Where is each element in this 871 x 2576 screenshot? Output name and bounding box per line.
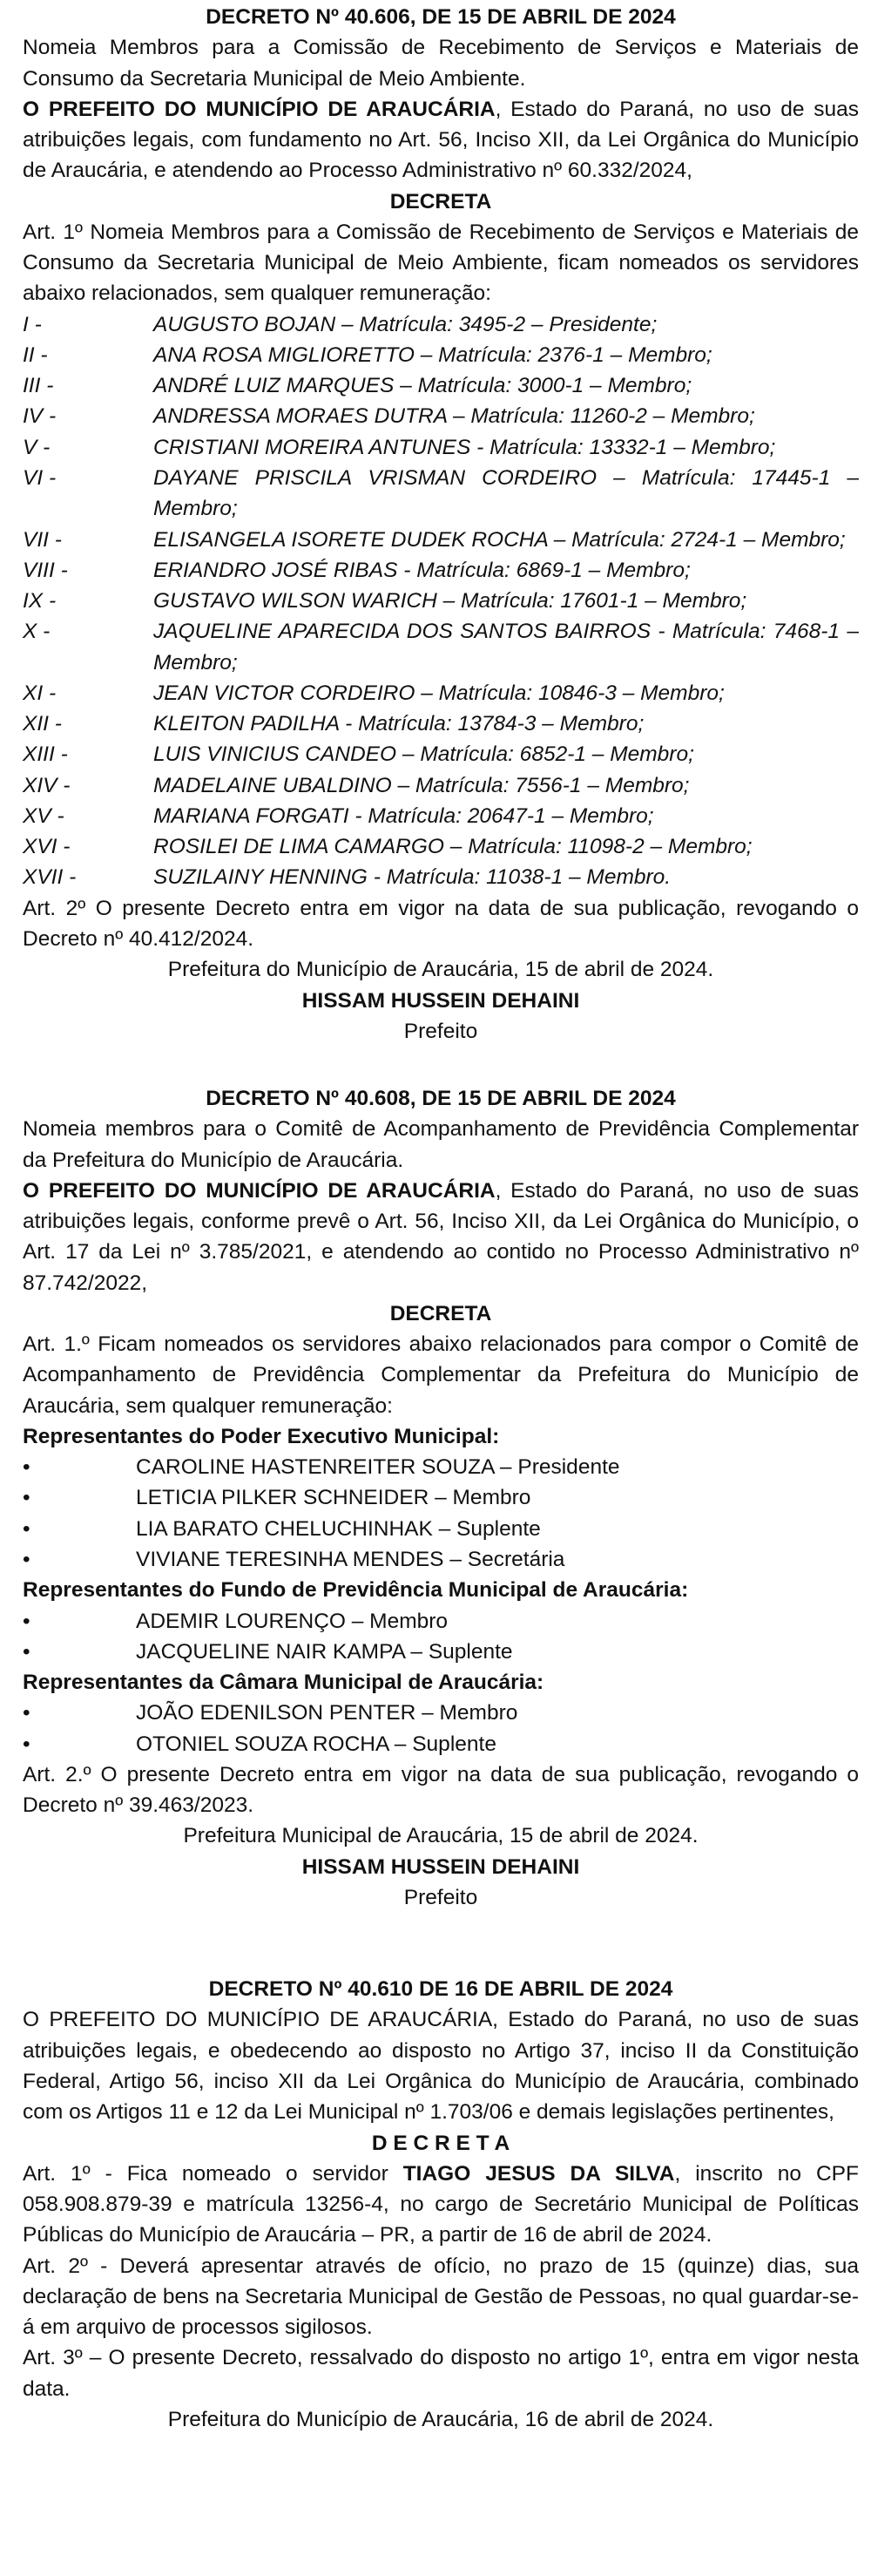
- decree-preamble: [23, 94, 859, 186]
- member-text: JOÃO EDENILSON PENTER – Membro: [136, 1701, 518, 1725]
- group-member: [23, 1698, 859, 1728]
- member-text: VIVIANE TERESINHA MENDES – Secretária: [136, 1548, 565, 1572]
- member-item: [23, 801, 859, 831]
- decree-summary: Nomeia Membros para a Comissão de Recebimento de Serviços e Materiais de Consumo da Secretaria Municipal de Meio Ambiente.: [23, 36, 859, 91]
- decree-title: DECRETO Nº 40.608, DE 15 DE ABRIL DE 2024: [206, 1087, 676, 1111]
- decree-40610: [23, 1974, 859, 2435]
- place-date: Prefeitura Municipal de Araucária, 15 de abril de 2024.: [183, 1824, 699, 1848]
- member-numeral: XIII -: [23, 742, 68, 767]
- preamble-rest: , Estado do Paraná, no uso de suas atribuições legais, com fundamento no Art. 56, Inciso XII, da Lei Orgânica do Município de Araucária, e atendendo ao Processo Administrativo nº 60.332/2024,: [23, 97, 859, 183]
- member-text: MARIANA FORGATI - Matrícula: 20647-1 – Membro;: [153, 803, 654, 828]
- decree-summary: Nomeia membros para o Comitê de Acompanhamento de Previdência Complementar da Prefeitura do Município de Araucária.: [23, 1117, 859, 1172]
- member-text: MADELAINE UBALDINO – Matrícula: 7556-1 – Membro;: [153, 773, 690, 797]
- article-2: Art. 2º O presente Decreto entra em vigor na data de sua publicação, revogando o Decreto nº 40.412/2024.: [23, 896, 859, 951]
- article-2: Art. 2º - Deverá apresentar através de ofício, no prazo de 15 (quinze) dias, sua declaração de bens na Secretaria Municipal de Gestão de Pessoas, no qual guardar-se-á em arquivo de processos sigilosos.: [23, 2254, 859, 2340]
- bullet-icon: •: [23, 1548, 30, 1572]
- members-list: [23, 309, 859, 893]
- member-text: ANA ROSA MIGLIORETTO – Matrícula: 2376-1 – Membro;: [153, 342, 712, 367]
- group-member: [23, 1452, 859, 1482]
- member-text: ROSILEI DE LIMA CAMARGO – Matrícula: 11098-2 – Membro;: [153, 835, 753, 859]
- member-item: [23, 862, 859, 892]
- member-text: LIA BARATO CHELUCHINHAK – Suplente: [136, 1516, 541, 1541]
- bullet-icon: •: [23, 1486, 30, 1510]
- member-numeral: III -: [23, 374, 54, 398]
- member-item: [23, 525, 859, 555]
- signer-name: HISSAM HUSSEIN DEHAINI: [301, 988, 580, 1013]
- preamble-rest: , Estado do Paraná, no uso de suas atribuições legais, conforme prevê o Art. 56, Inciso XII, da Lei Orgânica do Município, o Art. 17 da Lei nº 3.785/2021, e atendendo ao contido no Processo Administrativo nº 87.742/2022,: [23, 1178, 859, 1295]
- bullet-icon: •: [23, 1609, 30, 1633]
- bullet-icon: •: [23, 1732, 30, 1756]
- member-text: GUSTAVO WILSON WARICH – Matrícula: 17601-1 – Membro;: [153, 589, 747, 613]
- representative-groups: [23, 1421, 859, 1759]
- member-text: ANDRÉ LUIZ MARQUES – Matrícula: 3000-1 – Membro;: [153, 374, 692, 398]
- member-text: JAQUELINE APARECIDA DOS SANTOS BAIRROS - Matrícula: 7468-1 – Membro;: [153, 620, 859, 675]
- member-numeral: IX -: [23, 589, 57, 613]
- member-numeral: VI -: [23, 465, 57, 490]
- member-numeral: X -: [23, 620, 51, 644]
- decree-preamble: [23, 1176, 859, 1298]
- article-1-pre: Art. 1º - Fica nomeado o servidor: [23, 2161, 403, 2186]
- signer-role: Prefeito: [403, 1885, 478, 1909]
- decree-preamble: O PREFEITO DO MUNICÍPIO DE ARAUCÁRIA, Estado do Paraná, no uso de suas atribuições legais, e obedecendo ao disposto no Artigo 37, inciso II da Constituição Federal, Artigo 56, inciso XII da Lei Orgânica do Município de Araucária, combinado com os Artigos 11 e 12 da Lei Municipal nº 1.703/06 e demais legislações pertinentes,: [23, 2008, 859, 2125]
- preamble-lead: O PREFEITO DO MUNICÍPIO DE ARAUCÁRIA: [23, 1178, 496, 1203]
- member-numeral: XVII -: [23, 865, 77, 890]
- article-1: Art. 1º Nomeia Membros para a Comissão de Recebimento de Serviços e Materiais de Consumo da Secretaria Municipal de Meio Ambiente, ficam nomeados os servidores abaixo relacionados, sem qualquer remuneração:: [23, 220, 859, 306]
- bullet-icon: •: [23, 1701, 30, 1725]
- member-numeral: XII -: [23, 712, 62, 736]
- member-item: [23, 340, 859, 370]
- article-3: Art. 3º – O presente Decreto, ressalvado do disposto no artigo 1º, entra em vigor nesta data.: [23, 2346, 859, 2401]
- appointee-name: TIAGO JESUS DA SILVA: [402, 2161, 675, 2186]
- member-text: OTONIEL SOUZA ROCHA – Suplente: [136, 1732, 496, 1756]
- member-text: ERIANDRO JOSÉ RIBAS - Matrícula: 6869-1 – Membro;: [153, 558, 691, 582]
- group-members: [23, 1606, 859, 1668]
- article-1: Art. 1.º Ficam nomeados os servidores abaixo relacionados para compor o Comitê de Acompanhamento de Previdência Complementar da Prefeitura do Município de Araucária, sem qualquer remuneração:: [23, 1332, 859, 1418]
- member-item: [23, 708, 859, 739]
- member-numeral: XV -: [23, 803, 64, 828]
- member-item: [23, 463, 859, 525]
- member-item: [23, 309, 859, 340]
- member-item: [23, 678, 859, 708]
- document-page: [23, 2, 859, 2435]
- member-text: CAROLINE HASTENREITER SOUZA – Presidente: [136, 1455, 620, 1480]
- preamble-lead: O PREFEITO DO MUNICÍPIO DE ARAUCÁRIA: [23, 97, 496, 121]
- member-item: [23, 401, 859, 431]
- bullet-icon: •: [23, 1516, 30, 1541]
- group-member: [23, 1544, 859, 1575]
- place-date: Prefeitura do Município de Araucária, 16 de abril de 2024.: [167, 2407, 714, 2431]
- group-title: Representantes do Fundo de Previdência Municipal de Araucária:: [23, 1578, 689, 1603]
- decree-40608: [23, 1083, 859, 1913]
- member-item: [23, 555, 859, 586]
- member-text: DAYANE PRISCILA VRISMAN CORDEIRO – Matrícula: 17445-1 – Membro;: [153, 465, 859, 521]
- article-1-post: , inscrito no CPF 058.908.879-39 e matrícula 13256-4, no cargo de Secretário Municipal de Políticas Públicas do Município de Araucária – PR, a partir de 16 de abril de 2024.: [23, 2161, 859, 2247]
- group-member: [23, 1729, 859, 1759]
- member-text: ELISANGELA ISORETE DUDEK ROCHA – Matrícula: 2724-1 – Membro;: [153, 527, 846, 552]
- decree-40606: [23, 2, 859, 1047]
- group-members: [23, 1698, 859, 1759]
- member-numeral: XIV -: [23, 773, 71, 797]
- article-1: [23, 2159, 859, 2251]
- decreta-heading: DECRETA: [389, 1301, 492, 1325]
- member-numeral: I -: [23, 312, 42, 336]
- member-text: KLEITON PADILHA - Matrícula: 13784-3 – Membro;: [153, 712, 645, 736]
- member-item: [23, 739, 859, 769]
- member-item: [23, 586, 859, 616]
- signer-name: HISSAM HUSSEIN DEHAINI: [301, 1854, 580, 1879]
- bullet-icon: •: [23, 1639, 30, 1664]
- member-item: [23, 831, 859, 862]
- group-member: [23, 1606, 859, 1637]
- member-numeral: XI -: [23, 681, 57, 705]
- group-members: [23, 1452, 859, 1575]
- member-numeral: VII -: [23, 527, 62, 552]
- bullet-icon: •: [23, 1455, 30, 1480]
- member-text: ANDRESSA MORAES DUTRA – Matrícula: 11260-2 – Membro;: [153, 404, 755, 429]
- decreta-heading: D E C R E T A: [371, 2131, 510, 2155]
- member-numeral: XVI -: [23, 835, 71, 859]
- member-numeral: V -: [23, 435, 51, 459]
- member-text: SUZILAINY HENNING - Matrícula: 11038-1 – Membro.: [153, 865, 672, 890]
- member-numeral: IV -: [23, 404, 57, 429]
- member-text: AUGUSTO BOJAN – Matrícula: 3495-2 – Presidente;: [153, 312, 658, 336]
- member-text: JEAN VICTOR CORDEIRO – Matrícula: 10846-3 – Membro;: [153, 681, 725, 705]
- place-date: Prefeitura do Município de Araucária, 15 de abril de 2024.: [167, 958, 714, 982]
- member-item: [23, 616, 859, 678]
- member-text: CRISTIANI MOREIRA ANTUNES - Matrícula: 13332-1 – Membro;: [153, 435, 776, 459]
- member-text: LUIS VINICIUS CANDEO – Matrícula: 6852-1 – Membro;: [153, 742, 694, 767]
- member-text: JACQUELINE NAIR KAMPA – Suplente: [136, 1639, 513, 1664]
- member-item: [23, 770, 859, 801]
- member-text: ADEMIR LOURENÇO – Membro: [136, 1609, 449, 1633]
- decreta-heading: DECRETA: [389, 189, 492, 214]
- member-text: LETICIA PILKER SCHNEIDER – Membro: [136, 1486, 531, 1510]
- member-numeral: II -: [23, 342, 48, 367]
- member-item: [23, 370, 859, 401]
- decree-title: DECRETO Nº 40.606, DE 15 DE ABRIL DE 2024: [206, 5, 676, 29]
- signer-role: Prefeito: [403, 1019, 478, 1043]
- decree-title: DECRETO Nº 40.610 DE 16 DE ABRIL DE 2024: [208, 1977, 673, 2002]
- group-title: Representantes da Câmara Municipal de Araucária:: [23, 1671, 544, 1695]
- group-member: [23, 1482, 859, 1513]
- group-member: [23, 1637, 859, 1667]
- article-2: Art. 2.º O presente Decreto entra em vigor na data de sua publicação, revogando o Decreto nº 39.463/2023.: [23, 1762, 859, 1818]
- group-member: [23, 1514, 859, 1544]
- member-numeral: VIII -: [23, 558, 68, 582]
- member-item: [23, 432, 859, 463]
- group-title: Representantes do Poder Executivo Municipal:: [23, 1424, 500, 1448]
